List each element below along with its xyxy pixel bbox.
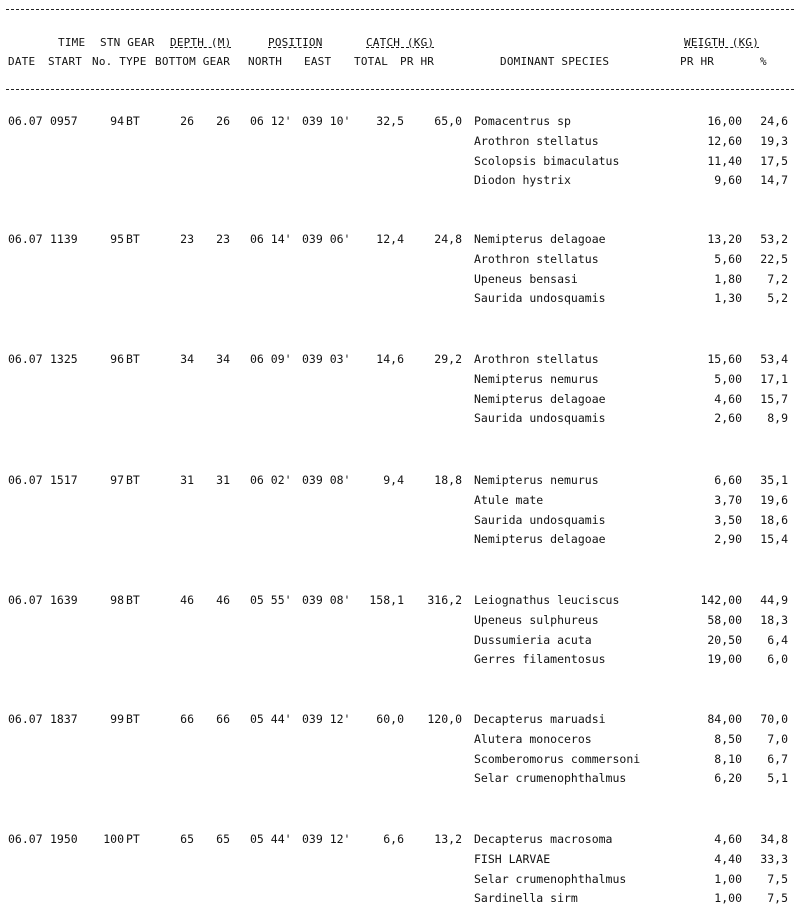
station-catch-total: 6,6 (383, 832, 404, 846)
station-north: 05 44' (250, 832, 292, 846)
species-percent: 53,4 (760, 352, 788, 366)
species-weight-pr-hr: 3,50 (714, 512, 742, 527)
species-name: Arothron stellatus (474, 352, 599, 366)
species-percent: 14,7 (760, 173, 788, 188)
species-weight-pr-hr: 4,60 (714, 391, 742, 406)
species-weight-pr-hr: 1,00 (714, 871, 742, 886)
station-gear-type: BT (126, 712, 140, 726)
species-name: Dussumieria acuta (474, 632, 592, 647)
station-date: 06.07 (8, 352, 43, 366)
species-weight-pr-hr: 12,60 (707, 133, 742, 148)
species-percent: 17,1 (760, 371, 788, 386)
species-percent: 6,7 (767, 751, 788, 766)
species-name: Saurida undosquamis (474, 512, 606, 527)
station-bottom-depth: 46 (180, 593, 194, 607)
station-bottom-depth: 66 (180, 712, 194, 726)
station-time: 1139 (50, 232, 78, 246)
species-weight-pr-hr: 2,90 (714, 532, 742, 547)
species-weight-pr-hr: 1,30 (714, 291, 742, 306)
header-north: NORTH (248, 55, 283, 68)
station-catch-total: 60,0 (376, 712, 404, 726)
species-name: Nemipterus delagoae (474, 232, 606, 246)
species-weight-pr-hr: 4,40 (714, 851, 742, 866)
station-north: 06 14' (250, 232, 292, 246)
species-name: Saurida undosquamis (474, 411, 606, 426)
station-catch-pr-hr: 316,2 (427, 593, 462, 607)
species-weight-pr-hr: 84,00 (707, 712, 742, 726)
station-east: 039 03' (302, 352, 351, 366)
station-gear-depth: 26 (216, 114, 230, 128)
species-weight-pr-hr: 5,60 (714, 251, 742, 266)
station-date: 06.07 (8, 473, 43, 487)
species-weight-pr-hr: 19,00 (707, 652, 742, 667)
species-weight-pr-hr: 13,20 (707, 232, 742, 246)
species-weight-pr-hr: 6,20 (714, 771, 742, 786)
species-weight-pr-hr: 2,60 (714, 411, 742, 426)
station-north: 06 09' (250, 352, 292, 366)
species-weight-pr-hr: 8,10 (714, 751, 742, 766)
station-time: 1837 (50, 712, 78, 726)
species-name: Selar crumenophthalmus (474, 871, 627, 886)
species-percent: 15,7 (760, 391, 788, 406)
species-weight-pr-hr: 1,80 (714, 271, 742, 286)
header-time: TIME (58, 36, 86, 49)
header-total: TOTAL (354, 55, 389, 68)
header-start: START (48, 55, 83, 68)
species-percent: 7,0 (767, 731, 788, 746)
station-gear-type: BT (126, 232, 140, 246)
species-name: Pomacentrus sp (474, 114, 571, 128)
station-catch-pr-hr: 13,2 (434, 832, 462, 846)
species-percent: 53,2 (760, 232, 788, 246)
species-name: Saurida undosquamis (474, 291, 606, 306)
species-percent: 5,1 (767, 771, 788, 786)
species-weight-pr-hr: 58,00 (707, 612, 742, 627)
station-date: 06.07 (8, 114, 43, 128)
station-number: 96 (110, 352, 124, 366)
station-catch-pr-hr: 18,8 (434, 473, 462, 487)
station-catch-pr-hr: 65,0 (434, 114, 462, 128)
header-percent: % (760, 55, 767, 68)
species-name: Diodon hystrix (474, 173, 571, 188)
species-weight-pr-hr: 20,50 (707, 632, 742, 647)
species-name: Decapterus maruadsi (474, 712, 606, 726)
species-name: Nemipterus delagoae (474, 391, 606, 406)
station-bottom-depth: 31 (180, 473, 194, 487)
species-percent: 17,5 (760, 153, 788, 168)
station-time: 1950 (50, 832, 78, 846)
station-time: 1639 (50, 593, 78, 607)
station-gear-type: BT (126, 352, 140, 366)
header-date: DATE (8, 55, 36, 68)
station-time: 1325 (50, 352, 78, 366)
station-bottom-depth: 23 (180, 232, 194, 246)
station-east: 039 10' (302, 114, 351, 128)
header-weigth-pr-hr: PR HR (680, 55, 715, 68)
species-weight-pr-hr: 15,60 (707, 352, 742, 366)
header-depth: DEPTH (M) (170, 36, 232, 49)
station-number: 94 (110, 114, 124, 128)
station-catch-total: 14,6 (376, 352, 404, 366)
species-weight-pr-hr: 11,40 (707, 153, 742, 168)
station-gear-depth: 66 (216, 712, 230, 726)
species-name: Nemipterus nemurus (474, 371, 599, 386)
species-percent: 8,9 (767, 411, 788, 426)
station-bottom-depth: 34 (180, 352, 194, 366)
station-north: 05 55' (250, 593, 292, 607)
station-date: 06.07 (8, 712, 43, 726)
species-name: Alutera monoceros (474, 731, 592, 746)
station-catch-total: 9,4 (383, 473, 404, 487)
station-gear-type: BT (126, 473, 140, 487)
species-name: Upeneus bensasi (474, 271, 578, 286)
header-pr-hr: PR HR (400, 55, 435, 68)
station-time: 0957 (50, 114, 78, 128)
station-east: 039 08' (302, 593, 351, 607)
station-north: 05 44' (250, 712, 292, 726)
header-no-type: No. TYPE (92, 55, 147, 68)
species-percent: 7,2 (767, 271, 788, 286)
species-percent: 6,4 (767, 632, 788, 647)
species-name: Upeneus sulphureus (474, 612, 599, 627)
species-percent: 24,6 (760, 114, 788, 128)
station-number: 98 (110, 593, 124, 607)
species-name: Nemipterus nemurus (474, 473, 599, 487)
species-percent: 18,6 (760, 512, 788, 527)
header-dominant-species: DOMINANT SPECIES (500, 55, 610, 68)
station-gear-type: BT (126, 593, 140, 607)
species-weight-pr-hr: 1,00 (714, 891, 742, 906)
station-number: 95 (110, 232, 124, 246)
species-percent: 34,8 (760, 832, 788, 846)
species-name: Atule mate (474, 492, 544, 507)
station-number: 100 (103, 832, 124, 846)
station-bottom-depth: 65 (180, 832, 194, 846)
species-percent: 33,3 (760, 851, 788, 866)
species-percent: 5,2 (767, 291, 788, 306)
species-weight-pr-hr: 16,00 (707, 114, 742, 128)
species-percent: 6,0 (767, 652, 788, 667)
species-name: Decapterus macrosoma (474, 832, 613, 846)
species-name: Arothron stellatus (474, 251, 599, 266)
header-divider (6, 89, 794, 90)
species-percent: 22,5 (760, 251, 788, 266)
species-weight-pr-hr: 9,60 (714, 173, 742, 188)
species-name: Arothron stellatus (474, 133, 599, 148)
species-name: FISH LARVAE (474, 851, 551, 866)
species-percent: 19,6 (760, 492, 788, 507)
station-number: 99 (110, 712, 124, 726)
species-name: Scomberomorus commersoni (474, 751, 641, 766)
station-gear-type: PT (126, 832, 140, 846)
station-gear-depth: 34 (216, 352, 230, 366)
station-gear-depth: 31 (216, 473, 230, 487)
header-weigth: WEIGTH (KG) (684, 36, 760, 49)
species-name: Scolopsis bimaculatus (474, 153, 620, 168)
species-name: Sardinella sirm (474, 891, 578, 906)
header-position: POSITION (268, 36, 323, 49)
species-percent: 7,5 (767, 891, 788, 906)
station-catch-pr-hr: 29,2 (434, 352, 462, 366)
species-weight-pr-hr: 142,00 (700, 593, 742, 607)
species-percent: 19,3 (760, 133, 788, 148)
station-north: 06 12' (250, 114, 292, 128)
station-gear-type: BT (126, 114, 140, 128)
station-catch-total: 12,4 (376, 232, 404, 246)
species-weight-pr-hr: 5,00 (714, 371, 742, 386)
header-stn-gear: STN GEAR (100, 36, 155, 49)
station-catch-pr-hr: 24,8 (434, 232, 462, 246)
species-percent: 70,0 (760, 712, 788, 726)
species-name: Selar crumenophthalmus (474, 771, 627, 786)
species-name: Leiognathus leuciscus (474, 593, 620, 607)
station-gear-depth: 65 (216, 832, 230, 846)
station-number: 97 (110, 473, 124, 487)
station-gear-depth: 46 (216, 593, 230, 607)
station-east: 039 12' (302, 832, 351, 846)
species-name: Gerres filamentosus (474, 652, 606, 667)
species-weight-pr-hr: 8,50 (714, 731, 742, 746)
species-percent: 35,1 (760, 473, 788, 487)
station-date: 06.07 (8, 593, 43, 607)
station-north: 06 02' (250, 473, 292, 487)
species-weight-pr-hr: 6,60 (714, 473, 742, 487)
station-gear-depth: 23 (216, 232, 230, 246)
header-catch: CATCH (KG) (366, 36, 435, 49)
station-catch-total: 158,1 (369, 593, 404, 607)
station-east: 039 06' (302, 232, 351, 246)
station-date: 06.07 (8, 232, 43, 246)
header-east: EAST (304, 55, 332, 68)
species-weight-pr-hr: 3,70 (714, 492, 742, 507)
header-bottom-gear: BOTTOM GEAR (155, 55, 231, 68)
station-date: 06.07 (8, 832, 43, 846)
station-catch-total: 32,5 (376, 114, 404, 128)
station-time: 1517 (50, 473, 78, 487)
species-percent: 15,4 (760, 532, 788, 547)
top-divider (6, 9, 794, 10)
station-bottom-depth: 26 (180, 114, 194, 128)
species-weight-pr-hr: 4,60 (714, 832, 742, 846)
species-name: Nemipterus delagoae (474, 532, 606, 547)
species-percent: 7,5 (767, 871, 788, 886)
station-east: 039 08' (302, 473, 351, 487)
species-percent: 44,9 (760, 593, 788, 607)
station-catch-pr-hr: 120,0 (427, 712, 462, 726)
station-east: 039 12' (302, 712, 351, 726)
species-percent: 18,3 (760, 612, 788, 627)
